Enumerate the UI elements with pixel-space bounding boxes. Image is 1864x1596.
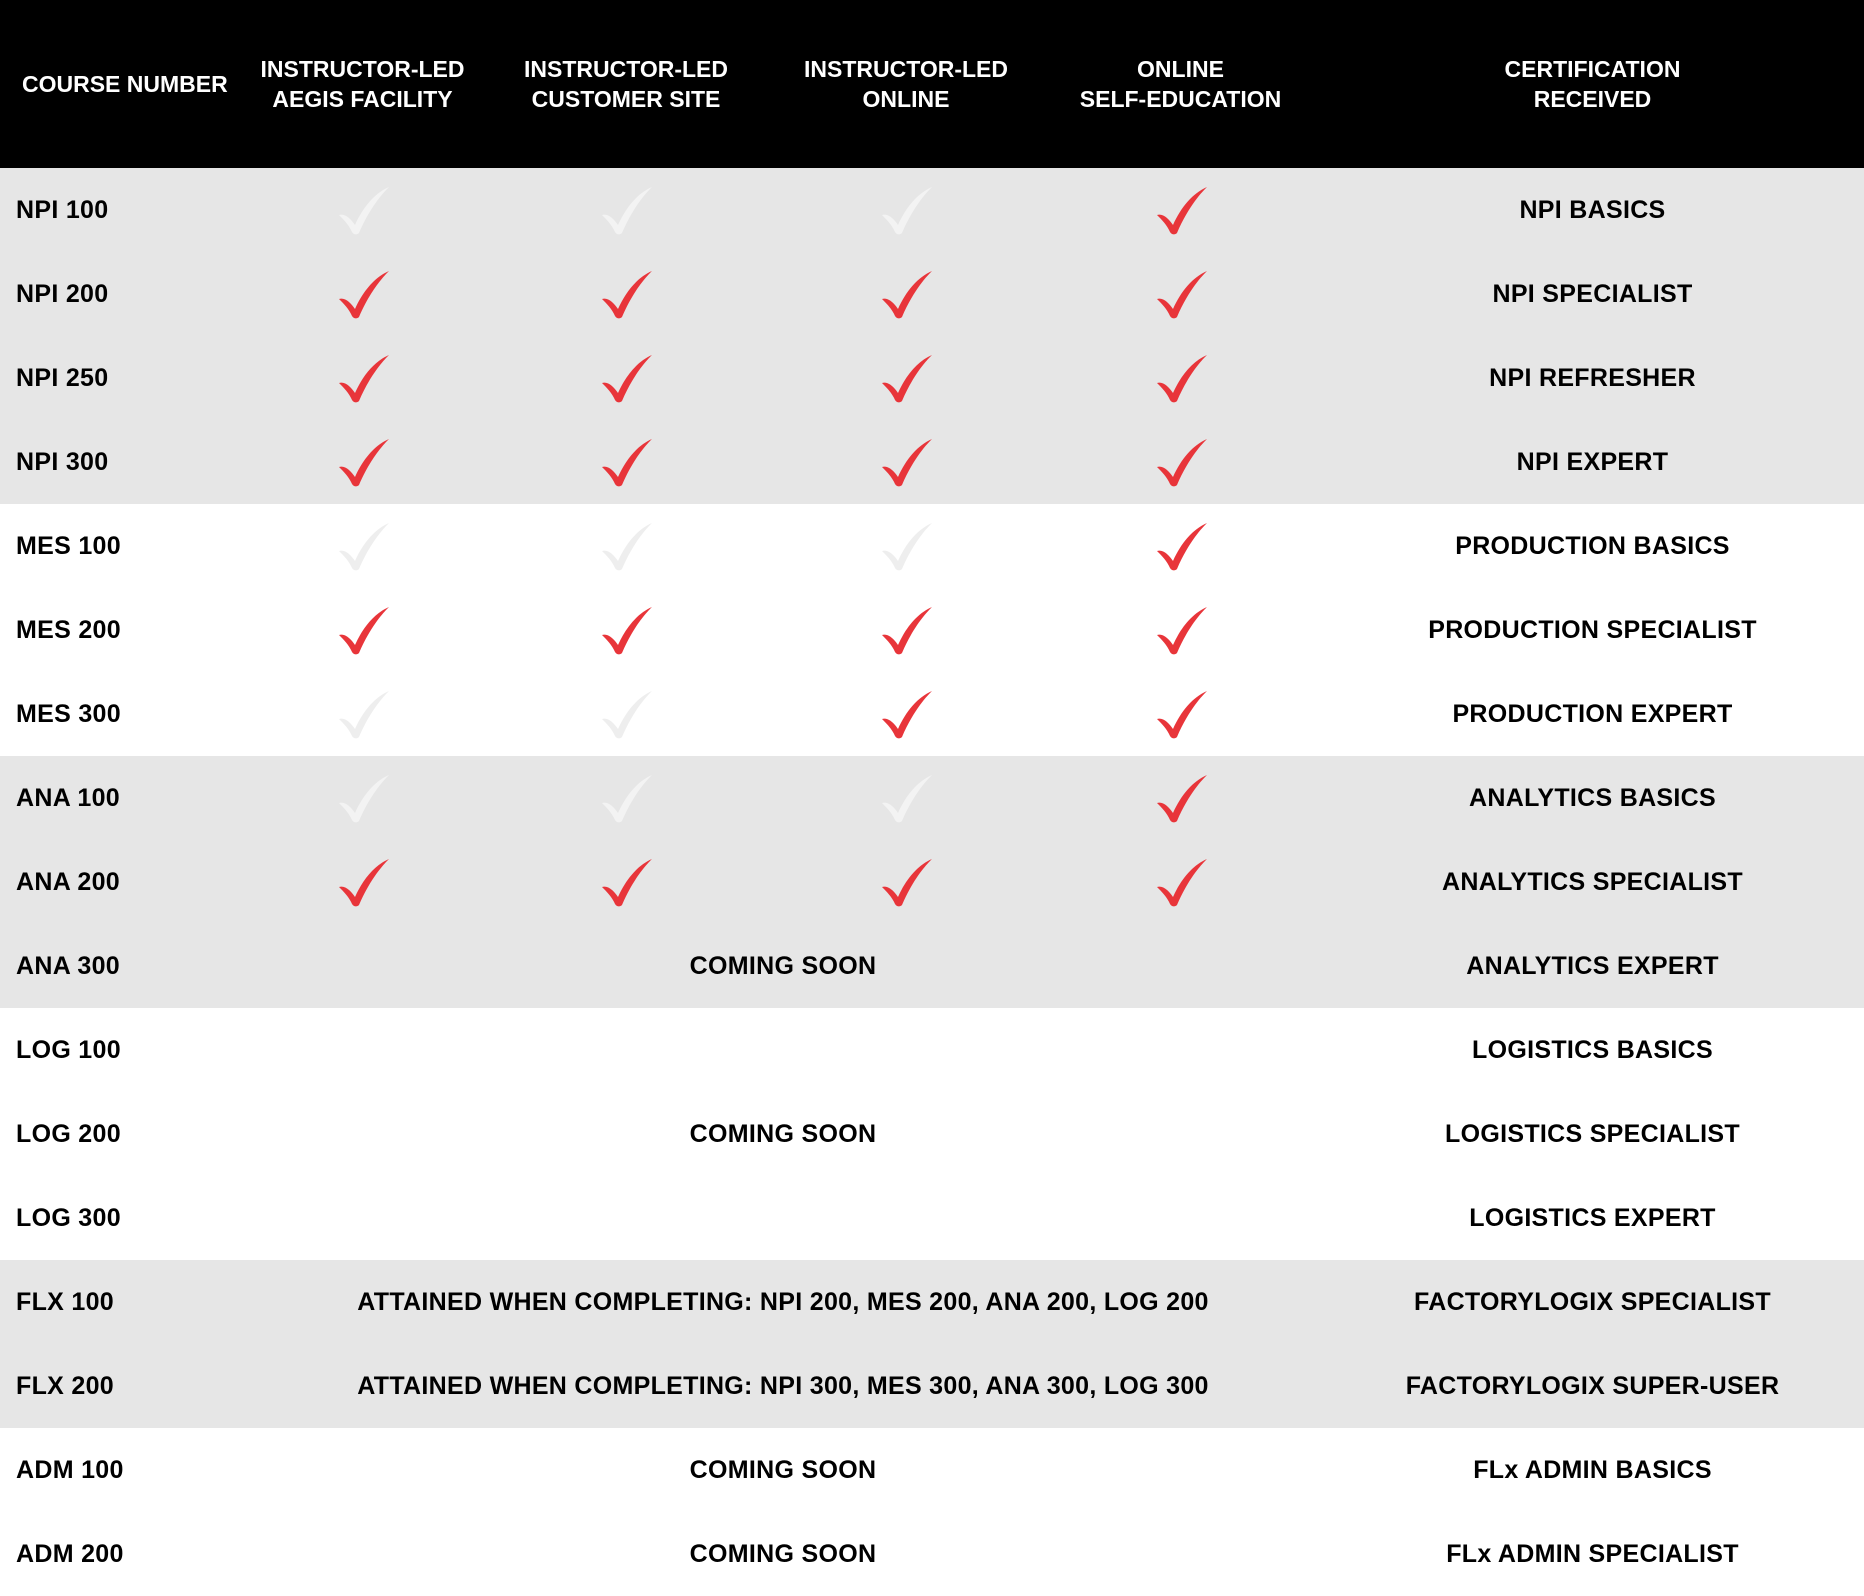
table-row <box>0 840 1864 924</box>
table-row <box>0 336 1864 420</box>
certification-received: ANALYTICS SPECIALIST <box>1442 867 1743 896</box>
instructor-led-customer-site-cell <box>480 420 772 504</box>
checkmark-icon <box>878 437 934 487</box>
course-number-header <box>0 0 245 168</box>
course-number: ANA 300 <box>16 951 120 980</box>
instructor-led-online-cell <box>772 588 1040 672</box>
instructor-led-online-cell <box>772 252 1040 336</box>
checkmark-icon <box>1153 773 1209 823</box>
instructor-led-online-cell <box>772 672 1040 756</box>
checkmark-icon <box>598 185 654 235</box>
instructor-led-online-header <box>772 0 1040 168</box>
header-label-line: RECEIVED <box>1533 86 1652 112</box>
certification-received: FLx ADMIN SPECIALIST <box>1446 1539 1739 1568</box>
instructor-led-aegis-facility-cell <box>245 168 480 252</box>
online-self-education-cell <box>1040 336 1321 420</box>
checkmark-icon <box>878 605 934 655</box>
checkmark-icon <box>598 689 654 739</box>
checkmark-icon <box>598 857 654 907</box>
checkmark-icon <box>335 185 391 235</box>
instructor-led-online-cell <box>772 336 1040 420</box>
certification-received: NPI SPECIALIST <box>1492 279 1693 308</box>
course-number: NPI 100 <box>16 195 109 224</box>
course-number: LOG 300 <box>16 1203 121 1232</box>
availability-note: COMING SOON <box>689 1455 877 1484</box>
header-label-line: COURSE NUMBER <box>22 71 228 97</box>
certification-received: NPI BASICS <box>1519 195 1666 224</box>
header-row <box>0 0 1864 168</box>
availability-note: COMING SOON <box>689 1539 877 1568</box>
online-self-education-cell <box>1040 588 1321 672</box>
checkmark-icon <box>1153 857 1209 907</box>
course-number: LOG 100 <box>16 1035 121 1064</box>
instructor-led-online-cell <box>772 840 1040 924</box>
certification-received: LOGISTICS SPECIALIST <box>1445 1119 1740 1148</box>
certification-received: PRODUCTION SPECIALIST <box>1428 615 1757 644</box>
course-number: MES 100 <box>16 531 121 560</box>
instructor-led-aegis-facility-cell <box>245 840 480 924</box>
certification-received: PRODUCTION EXPERT <box>1452 699 1733 728</box>
course-number: ANA 100 <box>16 783 120 812</box>
checkmark-icon <box>335 269 391 319</box>
certification-received: NPI EXPERT <box>1516 447 1669 476</box>
table-row <box>0 168 1864 252</box>
instructor-led-customer-site-cell <box>480 252 772 336</box>
table-row <box>0 1008 1864 1092</box>
table-row <box>0 252 1864 336</box>
online-self-education-cell <box>1040 420 1321 504</box>
checkmark-icon <box>878 269 934 319</box>
instructor-led-aegis-facility-cell <box>245 420 480 504</box>
table-row <box>0 420 1864 504</box>
header-label-line: CERTIFICATION <box>1504 56 1681 82</box>
checkmark-icon <box>598 773 654 823</box>
checkmark-icon <box>1153 185 1209 235</box>
course-number: NPI 250 <box>16 363 109 392</box>
online-self-education-cell <box>1040 252 1321 336</box>
header-label-line: INSTRUCTOR-LED <box>523 56 728 82</box>
course-number: ANA 200 <box>16 867 120 896</box>
checkmark-icon <box>878 689 934 739</box>
checkmark-icon <box>878 773 934 823</box>
table-row <box>0 1344 1864 1428</box>
checkmark-icon <box>598 605 654 655</box>
checkmark-icon <box>1153 353 1209 403</box>
instructor-led-aegis-facility-header <box>245 0 480 168</box>
certification-received: FLx ADMIN BASICS <box>1473 1455 1712 1484</box>
course-number: LOG 200 <box>16 1119 121 1148</box>
checkmark-icon <box>335 605 391 655</box>
header-label-line: INSTRUCTOR-LED <box>803 56 1008 82</box>
online-self-education-cell <box>1040 840 1321 924</box>
checkmark-icon <box>335 353 391 403</box>
table-body <box>0 168 1864 1596</box>
table-header <box>0 0 1864 168</box>
instructor-led-customer-site-cell <box>480 168 772 252</box>
table-row <box>0 924 1864 1008</box>
instructor-led-aegis-facility-cell <box>245 672 480 756</box>
instructor-led-aegis-facility-cell <box>245 336 480 420</box>
checkmark-icon <box>1153 521 1209 571</box>
availability-note: ATTAINED WHEN COMPLETING: NPI 300, MES 300, ANA 300, LOG 300 <box>357 1371 1209 1400</box>
course-number: ADM 100 <box>16 1455 124 1484</box>
online-self-education-cell <box>1040 756 1321 840</box>
checkmark-icon <box>878 857 934 907</box>
checkmark-icon <box>335 857 391 907</box>
certification-received: NPI REFRESHER <box>1489 363 1696 392</box>
table-row <box>0 504 1864 588</box>
checkmark-icon <box>335 689 391 739</box>
checkmark-icon <box>335 773 391 823</box>
checkmark-icon <box>598 353 654 403</box>
instructor-led-online-cell <box>772 420 1040 504</box>
online-self-education-cell <box>1040 672 1321 756</box>
instructor-led-online-cell <box>772 168 1040 252</box>
table-row <box>0 1428 1864 1512</box>
header-label-line: AEGIS FACILITY <box>272 86 453 112</box>
instructor-led-aegis-facility-cell <box>245 252 480 336</box>
checkmark-icon <box>878 353 934 403</box>
online-self-education-cell <box>1040 168 1321 252</box>
course-number: FLX 100 <box>16 1287 114 1316</box>
instructor-led-customer-site-cell <box>480 672 772 756</box>
checkmark-icon <box>598 521 654 571</box>
table-row <box>0 756 1864 840</box>
online-self-education-header <box>1040 0 1321 168</box>
course-number: ADM 200 <box>16 1539 124 1568</box>
checkmark-icon <box>335 437 391 487</box>
certification-received: ANALYTICS BASICS <box>1469 783 1716 812</box>
header-label-line: ONLINE <box>862 86 950 112</box>
instructor-led-customer-site-cell <box>480 588 772 672</box>
certification-received: ANALYTICS EXPERT <box>1466 951 1719 980</box>
availability-note: COMING SOON <box>689 951 877 980</box>
table-row <box>0 1512 1864 1596</box>
header-label-line: CUSTOMER SITE <box>531 86 721 112</box>
availability-note: ATTAINED WHEN COMPLETING: NPI 200, MES 200, ANA 200, LOG 200 <box>357 1287 1209 1316</box>
certification-received: FACTORYLOGIX SUPER-USER <box>1405 1371 1780 1400</box>
table-row <box>0 1260 1864 1344</box>
instructor-led-online-cell <box>772 504 1040 588</box>
certification-received: FACTORYLOGIX SPECIALIST <box>1414 1287 1771 1316</box>
certification-received: PRODUCTION BASICS <box>1455 531 1730 560</box>
checkmark-icon <box>1153 605 1209 655</box>
checkmark-icon <box>598 437 654 487</box>
instructor-led-customer-site-cell <box>480 756 772 840</box>
instructor-led-customer-site-cell <box>480 504 772 588</box>
instructor-led-aegis-facility-cell <box>245 504 480 588</box>
header-label-line: ONLINE <box>1137 56 1224 82</box>
instructor-led-customer-site-cell <box>480 336 772 420</box>
table-row <box>0 588 1864 672</box>
checkmark-icon <box>878 521 934 571</box>
instructor-led-online-cell <box>772 756 1040 840</box>
online-self-education-cell <box>1040 504 1321 588</box>
checkmark-icon <box>1153 437 1209 487</box>
instructor-led-customer-site-header <box>480 0 772 168</box>
instructor-led-aegis-facility-cell <box>245 588 480 672</box>
header-label-line: INSTRUCTOR-LED <box>260 56 465 82</box>
checkmark-icon <box>1153 269 1209 319</box>
checkmark-icon <box>1153 689 1209 739</box>
course-number: MES 300 <box>16 699 121 728</box>
table-row <box>0 672 1864 756</box>
checkmark-icon <box>598 269 654 319</box>
instructor-led-customer-site-cell <box>480 840 772 924</box>
header-label-line: SELF-EDUCATION <box>1079 86 1282 112</box>
certification-received: LOGISTICS BASICS <box>1472 1035 1713 1064</box>
course-number: MES 200 <box>16 615 121 644</box>
availability-note: COMING SOON <box>689 1119 877 1148</box>
certification-received-header <box>1321 0 1864 168</box>
certification-received: LOGISTICS EXPERT <box>1469 1203 1716 1232</box>
course-number: FLX 200 <box>16 1371 114 1400</box>
instructor-led-aegis-facility-cell <box>245 756 480 840</box>
checkmark-icon <box>878 185 934 235</box>
course-number: NPI 200 <box>16 279 109 308</box>
checkmark-icon <box>335 521 391 571</box>
course-number: NPI 300 <box>16 447 109 476</box>
